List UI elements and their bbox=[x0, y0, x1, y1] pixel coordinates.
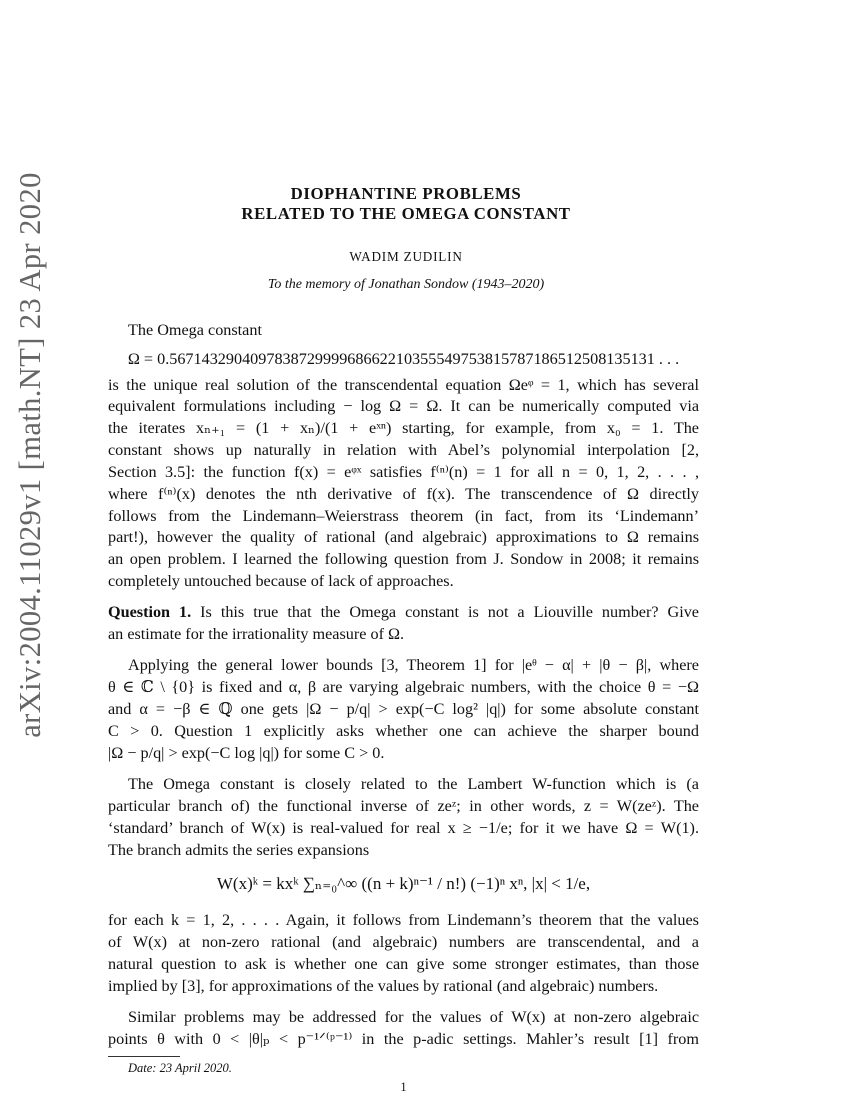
text-line: is the unique real solution of the transcendental equation Ωeᵠ = 1, which has several bbox=[108, 376, 699, 394]
page-number: 1 bbox=[400, 1080, 407, 1094]
text-line: of W(x) at non-zero rational (and algebraic) numbers are transcendental, and a bbox=[108, 933, 699, 951]
paper-title-line-2: RELATED TO THE OMEGA CONSTANT bbox=[241, 204, 571, 223]
text-line: |Ω − p/q| > exp(−C log |q|) for some C > 0. bbox=[108, 744, 385, 762]
dedication: To the memory of Jonathan Sondow (1943–2020) bbox=[267, 277, 545, 292]
text-line: The Omega constant bbox=[128, 321, 262, 339]
arxiv-stamp: arXiv:2004.11029v1 [math.NT] 23 Apr 2020 bbox=[13, 172, 47, 738]
series-expansion-formula: W(x)ᵏ = kxᵏ ∑ₙ₌₀^∞ ((n + k)ⁿ⁻¹ / n!) (−1)ⁿ xⁿ, |x| < 1/e, bbox=[216, 874, 591, 893]
text-line: C > 0. Question 1 explicitly asks whether one can achieve the sharper bound bbox=[108, 722, 699, 740]
arxiv-sidebar bbox=[0, 0, 60, 1100]
date-footnote: Date: 23 April 2020. bbox=[128, 1061, 232, 1075]
text-line: Applying the general lower bounds [3, Theorem 1] for |eᶿ − α| + |θ − β|, where bbox=[128, 656, 699, 674]
text-line: Section 3.5]: the function f(x) = eᵠˣ satisfies f⁽ⁿ⁾(n) = 1 for all n = 0, 1, 2, . . . , bbox=[108, 463, 699, 481]
text-line: an open problem. I learned the following question from J. Sondow in 2008; it remains bbox=[108, 550, 699, 568]
text-line: particular branch of) the functional inverse of zeᶻ; in other words, z = W(zeᶻ). The bbox=[108, 797, 699, 815]
omega-value: Ω = 0.567143290409783872999968662210355549753815787186512508135131 . . . bbox=[127, 350, 680, 368]
question-label: Question 1. bbox=[108, 603, 192, 621]
question-1-line: an estimate for the irrationality measure of Ω. bbox=[108, 625, 405, 643]
text-line: for each k = 1, 2, . . . . Again, it follows from Lindemann’s theorem that the values bbox=[108, 911, 699, 929]
text-line: Similar problems may be addressed for the values of W(x) at non-zero algebraic bbox=[128, 1008, 699, 1026]
text-line: ‘standard’ branch of W(x) is real-valued for real x ≥ −1/e; for it we have Ω = W(1). bbox=[108, 819, 699, 837]
text-line: the iterates xₙ₊₁ = (1 + xₙ)/(1 + eˣⁿ) starting, for example, from x₀ = 1. The bbox=[108, 419, 699, 437]
text-line: equivalent formulations including − log Ω = Ω. It can be numerically computed via bbox=[108, 397, 699, 415]
text-line: natural question to ask is whether one can give some stronger estimates, than those bbox=[108, 955, 699, 973]
paper-title-line-1: DIOPHANTINE PROBLEMS bbox=[290, 184, 522, 203]
text-line: where f⁽ⁿ⁾(x) denotes the nth derivative of f(x). The transcendence of Ω directly bbox=[108, 485, 699, 503]
text-line: part!), however the quality of rational (and algebraic) approximations to Ω remains bbox=[108, 528, 699, 546]
author: WADIM ZUDILIN bbox=[349, 249, 463, 264]
text-line: The Omega constant is closely related to the Lambert W-function which is (a bbox=[128, 775, 699, 793]
text-line: follows from the Lindemann–Weierstrass theorem (in fact, from its ‘Lindemann’ bbox=[108, 507, 699, 525]
question-1-line: Question 1. Is this true that the Omega constant is not a Liouville number? Give bbox=[108, 603, 699, 621]
footnote-rule bbox=[108, 1056, 180, 1057]
text-line: The branch admits the series expansions bbox=[108, 841, 370, 859]
text-line: points θ with 0 < |θ|ₚ < p⁻¹ᐟ⁽ᵖ⁻¹⁾ in the p-adic settings. Mahler’s result [1] from bbox=[108, 1030, 699, 1048]
text-line: completely untouched because of lack of approaches. bbox=[108, 572, 454, 590]
text-line: implied by [3], for approximations of the values by rational (and algebraic) numbers. bbox=[108, 977, 659, 995]
text-line: θ ∈ ℂ \ {0} is fixed and α, β are varying algebraic numbers, with the choice θ = −Ω bbox=[108, 678, 699, 696]
text-line: and α = −β ∈ ℚ one gets |Ω − p/q| > exp(−C log² |q|) for some absolute constant bbox=[108, 700, 699, 718]
text-line: constant shows up naturally in relation with Abel’s polynomial interpolation [2, bbox=[108, 441, 699, 459]
